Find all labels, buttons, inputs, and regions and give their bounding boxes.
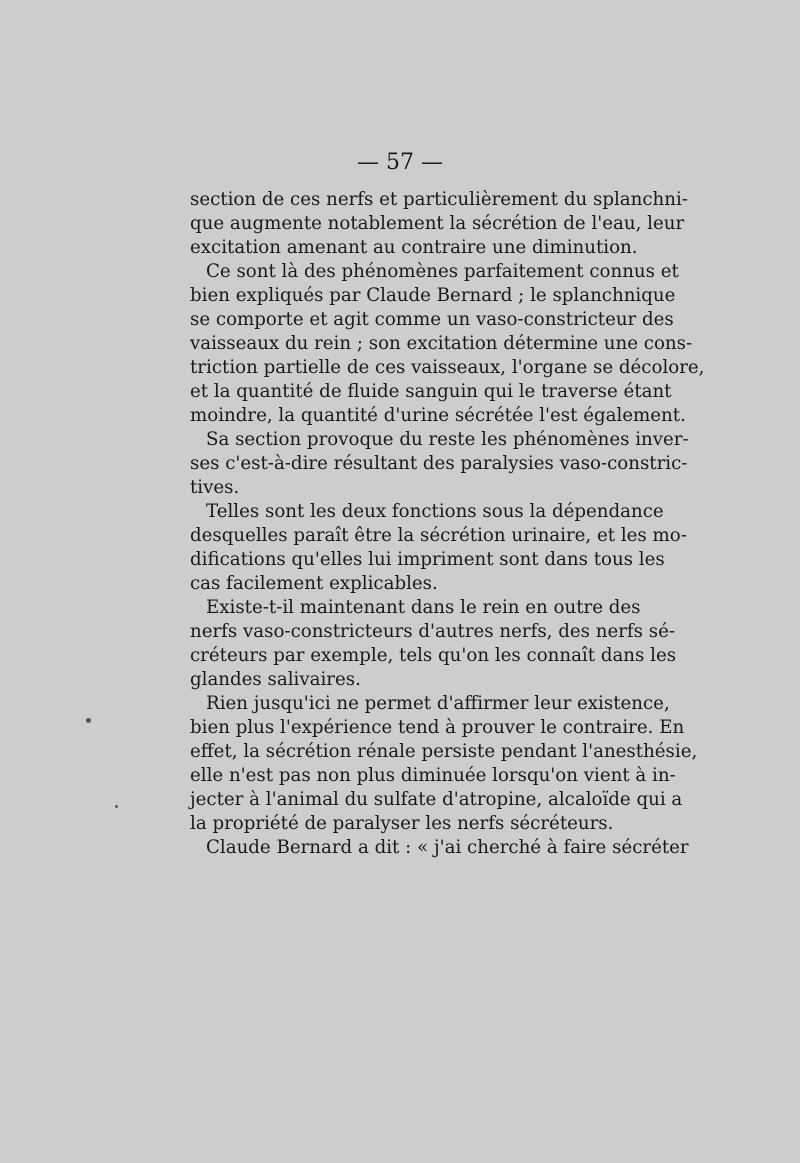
ink-speck: [86, 718, 91, 723]
text-line: glandes salivaires.: [190, 669, 361, 690]
text-line: moindre, la quantité d'urine sécrétée l'est également.: [190, 405, 686, 426]
text-line: tives.: [190, 477, 240, 498]
text-line: bien expliqués par Claude Bernard ; le splanchnique: [190, 285, 676, 306]
text-line: desquelles paraît être la sécrétion urinaire, et les mo-: [190, 525, 687, 546]
text-line: Existe-t-il maintenant dans le rein en outre des: [206, 597, 641, 618]
text-line: effet, la sécrétion rénale persiste pendant l'anesthésie,: [190, 741, 698, 762]
text-line: bien plus l'expérience tend à prouver le contraire. En: [190, 717, 685, 738]
text-line: difications qu'elles lui impriment sont dans tous les: [190, 549, 665, 570]
page-number: — 57 —: [357, 150, 443, 175]
ink-speck: [115, 805, 118, 808]
text-line: Claude Bernard a dit : « j'ai cherché à faire sécréter: [206, 837, 689, 858]
text-line: que augmente notablement la sécrétion de l'eau, leur: [190, 213, 685, 234]
text-line: nerfs vaso-constricteurs d'autres nerfs, des nerfs sé-: [190, 621, 676, 642]
text-line: créteurs par exemple, tels qu'on les connaît dans les: [190, 645, 677, 666]
text-line: et la quantité de fluide sanguin qui le traverse étant: [190, 381, 672, 402]
text-line: excitation amenant au contraire une diminution.: [190, 237, 638, 258]
text-line: Sa section provoque du reste les phénomènes inver-: [206, 429, 689, 450]
text-line: Rien jusqu'ici ne permet d'affirmer leur existence,: [206, 693, 670, 714]
text-line: elle n'est pas non plus diminuée lorsqu'on vient à in-: [190, 765, 676, 786]
text-line: cas facilement explicables.: [190, 573, 438, 594]
text-line: la propriété de paralyser les nerfs sécréteurs.: [190, 813, 614, 834]
text-line: triction partielle de ces vaisseaux, l'organe se décolore,: [190, 357, 705, 378]
text-line: vaisseaux du rein ; son excitation détermine une cons-: [190, 333, 693, 354]
text-line: Telles sont les deux fonctions sous la dépendance: [206, 501, 664, 522]
text-line: ses c'est-à-dire résultant des paralysies vaso-constric-: [190, 453, 688, 474]
text-line: jecter à l'animal du sulfate d'atropine, alcaloïde qui a: [190, 789, 683, 810]
text-line: Ce sont là des phénomènes parfaitement connus et: [206, 261, 679, 282]
text-line: se comporte et agit comme un vaso-constricteur des: [190, 309, 674, 330]
text-line: section de ces nerfs et particulièrement du splanchni-: [190, 189, 688, 210]
